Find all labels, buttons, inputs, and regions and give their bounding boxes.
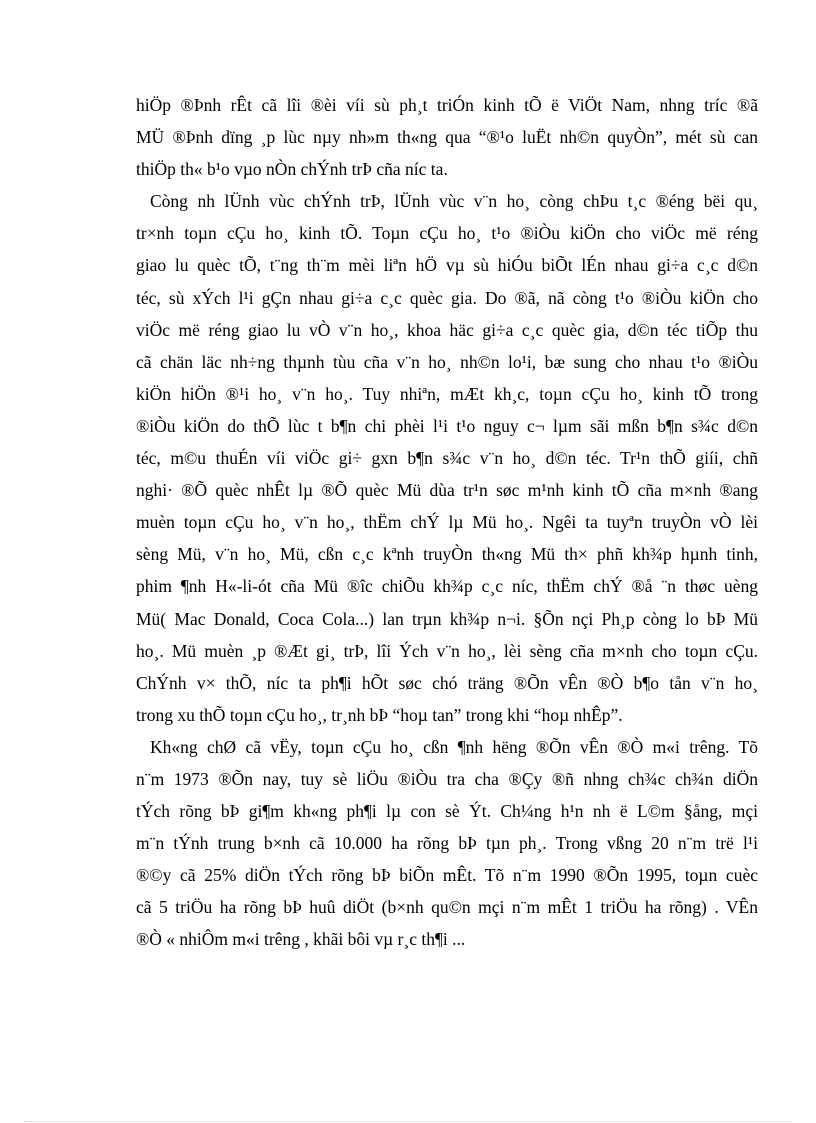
text-line: phim ¶nh H«-li-ót cña Mü ®îc chiÕu kh¾p c¸c níc, thËm chÝ ®å ¨n thøc uèng <box>136 576 758 597</box>
text-line: trong xu thÕ toµn cÇu ho¸, tr¸nh bÞ “hoµ tan” trong khi “hoµ nhÊp”. <box>136 704 623 725</box>
paragraph-2 <box>136 185 758 731</box>
text-line: cã chän läc nh÷ng thµnh tùu cña v¨n ho¸ nh©n lo¹i, bæ sung cho nhau t¹o ®iÒu <box>136 351 758 372</box>
text-line: ®iÒu kiÖn do thÕ lùc t b¶n chi phèi l¹i t¹o nguy c¬ lµm sãi mßn b¶n s¾c d©n <box>136 415 758 436</box>
text-line: téc, sù xÝch l¹i gÇn nhau gi÷a c¸c quèc gia. Do ®ã, nã còng t¹o ®iÒu kiÖn cho <box>136 287 758 308</box>
text-line: cã 5 triÖu ha rõng bÞ huû diÖt (b×nh qu©n mçi n¨m mÊt 1 triÖu ha rõng) . VÊn <box>136 897 758 918</box>
text-line: muèn toµn cÇu ho¸ v¨n ho¸, thËm chÝ lµ Mü ho¸. Ngêi ta tuyªn truyÒn vÒ lèi <box>136 512 758 533</box>
text-line: viÖc më réng giao lu vÒ v¨n ho¸, khoa häc gi÷a c¸c quèc gia, d©n téc tiÕp thu <box>136 319 758 340</box>
text-line: nghi· ®Õ quèc nhÊt lµ ®Õ quèc Mü dùa tr¹n søc m¹nh kinh tÕ cña m×nh ®ang <box>136 480 758 501</box>
text-line: tr×nh toµn cÇu ho¸ kinh tÕ. Toµn cÇu ho¸ t¹o ®iÒu kiÖn cho viÖc më réng <box>136 223 758 244</box>
text-line: Kh«ng chØ cã vËy, toµn cÇu ho¸ cßn ¶nh hëng ®Õn vÊn ®Ò m«i trêng. Tõ <box>150 736 758 757</box>
text-line: hiÖp ®Þnh rÊt cã lîi ®èi víi sù ph¸t triÓn kinh tÕ ë ViÖt Nam, nhng tríc ®ã <box>136 95 758 115</box>
text-line: ®Ò « nhiÔm m«i trêng , khãi bôi vµ r¸c th¶i ... <box>136 929 466 950</box>
text-line: sèng Mü, v¨n ho¸ Mü, cßn c¸c kªnh truyÒn th«ng Mü th× phñ kh¾p hµnh tinh, <box>136 544 758 565</box>
text-line: Còng nh lÜnh vùc chÝnh trÞ, lÜnh vùc v¨n ho¸ còng chÞu t¸c ®éng bëi qu¸ <box>150 191 758 212</box>
text-line: MÜ ®Þnh dïng ¸p lùc nµy nh»m th«ng qua “®¹o luËt nh©n quyÒn”, mét sù can <box>136 127 758 148</box>
text-line: tÝch rõng bÞ gi¶m kh«ng ph¶i lµ con sè Ýt. Ch¼ng h¹n nh ë L©m §ång, mçi <box>136 801 758 822</box>
paragraph-3 <box>136 731 758 956</box>
page-bottom-divider <box>24 1121 792 1122</box>
text-line: téc, m©u thuÉn víi viÖc gi÷ gxn b¶n s¾c v¨n ho¸ d©n téc. Tr¹n thÕ giíi, chñ <box>136 448 758 469</box>
text-line: n¨m 1973 ®Õn nay, tuy sè liÖu ®iÒu tra cha ®Çy ®ñ nhng ch¾c ch¾n diÖn <box>136 768 758 789</box>
text-line: thiÖp th« b¹o vµo nÒn chÝnh trÞ cña níc ta. <box>136 159 448 180</box>
text-line: giao lu quèc tÕ, t¨ng th¨m mèi liªn hÖ vµ sù hiÓu biÕt lÉn nhau gi÷a c¸c d©n <box>136 255 758 276</box>
paragraph-1 <box>136 89 758 185</box>
text-line: ®©y cã 25% diÖn tÝch rõng bÞ biÕn mÊt. Tõ n¨m 1990 ®Õn 1995, toµn cuèc <box>136 865 758 886</box>
text-line: m¨n tÝnh trung b×nh cã 10.000 ha rõng bÞ tµn ph¸. Trong vßng 20 n¨m trë l¹i <box>136 833 758 854</box>
text-line: kiÖn hiÖn ®¹i ho¸ v¨n ho¸. Tuy nhiªn, mÆt kh¸c, toµn cÇu ho¸ kinh tÕ trong <box>136 383 758 404</box>
text-line: ho¸. Mü muèn ¸p ®Æt gi¸ trÞ, lîi Ých v¨n ho¸, lèi sèng cña m×nh cho toµn cÇu. <box>136 640 758 661</box>
text-line: Mü( Mac Donald, Coca Cola...) lan trµn kh¾p n¬i. §Õn nçi Ph¸p còng lo bÞ Mü <box>136 608 758 629</box>
body-text <box>136 89 758 956</box>
text-line: ChÝnh v× thÕ, níc ta ph¶i hÕt søc chó träng ®Õn vÊn ®Ò b¶o tån v¨n ho¸ <box>136 672 758 693</box>
